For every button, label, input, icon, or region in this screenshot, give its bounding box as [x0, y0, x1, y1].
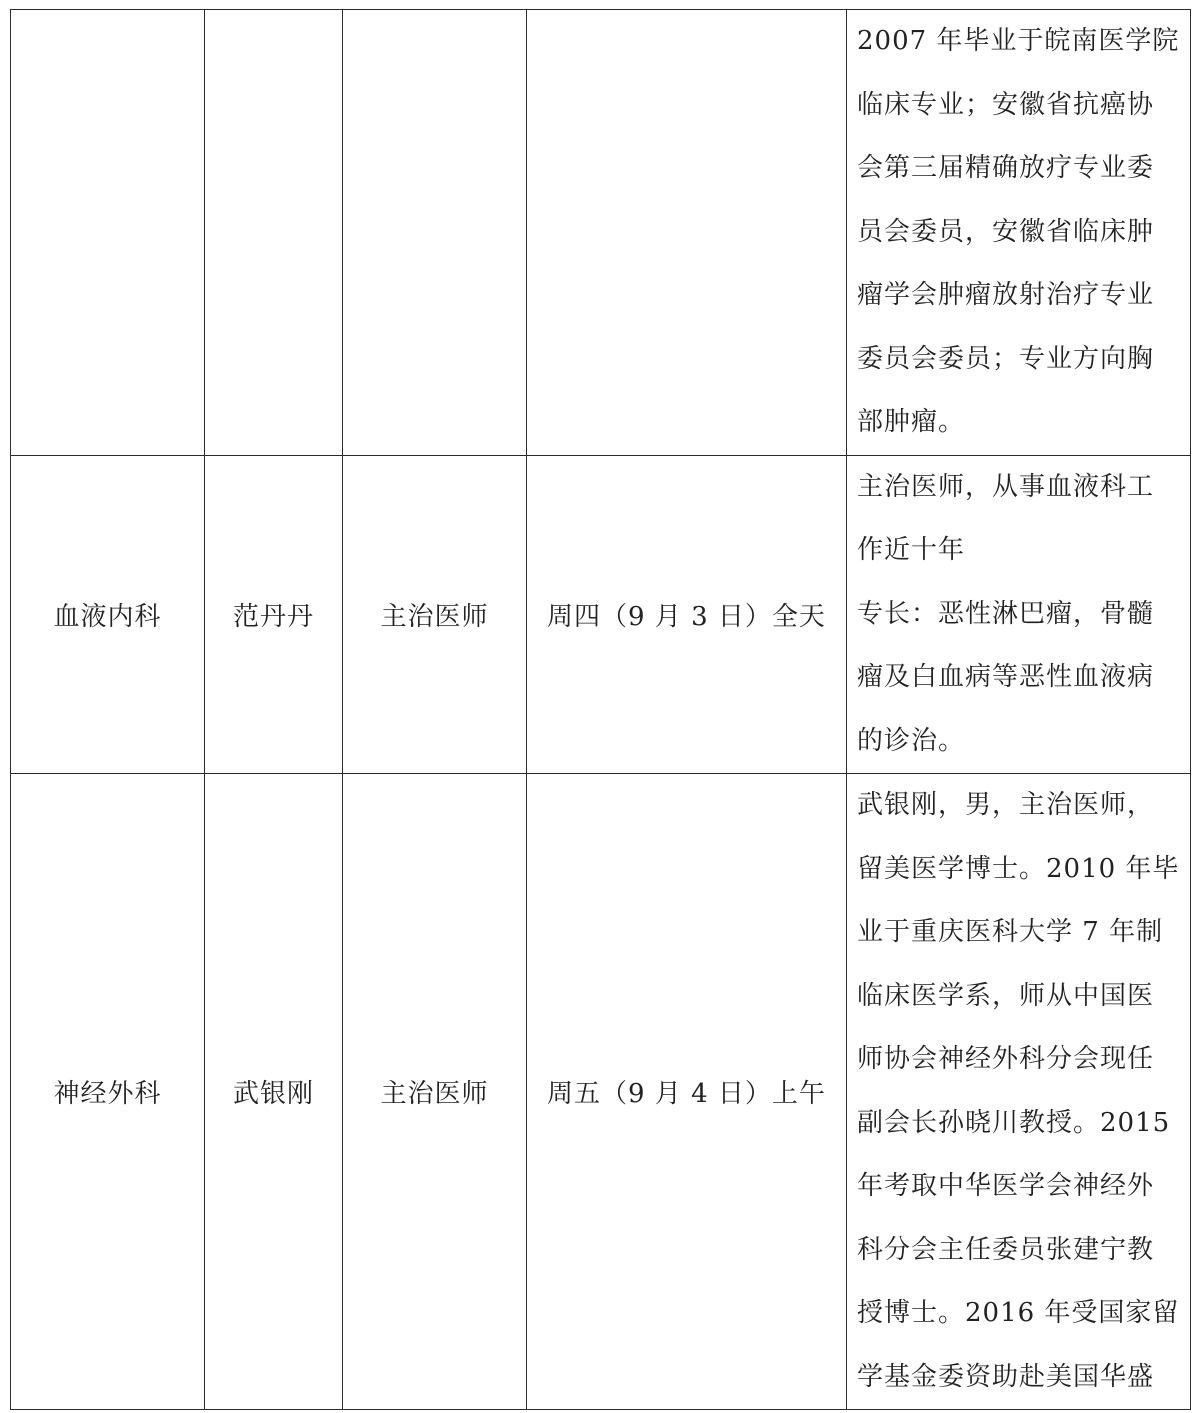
description-line: 科分会主任委员张建宁教 [857, 1234, 1155, 1265]
description-line: 临床医学系，师从中国医 [857, 980, 1155, 1011]
description-line: 会第三届精确放疗专业委 [857, 153, 1155, 183]
schedule-cell: 周五（9 月 4 日）上午 [527, 774, 847, 1410]
description-line: 授博士。2016 年受国家留 [857, 1298, 1180, 1328]
doctor-name-cell: 范丹丹 [205, 455, 343, 774]
department-cell: 神经外科 [11, 774, 205, 1410]
description-line: 留美医学博士。2010 年毕 [857, 853, 1180, 884]
description-line: 部肿瘤。 [857, 407, 966, 437]
description-line: 学基金委资助赴美国华盛 [857, 1361, 1155, 1392]
description-line: 2007 年毕业于皖南医学院 [857, 26, 1180, 56]
description-line: 的诊治。 [857, 725, 966, 756]
description-line: 副会长孙晓川教授。2015 [857, 1107, 1171, 1138]
doctor-title-cell [343, 10, 527, 456]
description-line: 作近十年 [857, 535, 966, 565]
description-line: 瘤学会肿瘤放射治疗专业 [857, 280, 1155, 310]
department-cell [11, 10, 205, 456]
description-line: 瘤及白血病等恶性血液病 [857, 662, 1155, 692]
description-line: 主治医师，从事血液科工 [857, 471, 1155, 502]
department-cell: 血液内科 [11, 455, 205, 774]
doctor-schedule-table [10, 9, 1191, 1410]
schedule-cell: 周四（9 月 3 日）全天 [527, 455, 847, 774]
description-cell [847, 455, 1191, 774]
schedule-cell [527, 10, 847, 456]
doctor-name-cell [205, 10, 343, 456]
doctor-title-cell: 主治医师 [343, 455, 527, 774]
description-line: 委员会委员；专业方向胸 [857, 343, 1155, 374]
description-line: 业于重庆医科大学 7 年制 [857, 917, 1164, 947]
doctor-title-cell: 主治医师 [343, 774, 527, 1410]
table-row [11, 10, 1191, 456]
description-cell [847, 774, 1191, 1410]
description-line: 武银刚，男，主治医师， [857, 790, 1155, 820]
table-row [11, 455, 1191, 774]
description-line: 临床专业；安徽省抗癌协 [857, 89, 1155, 120]
doctor-name-cell: 武银刚 [205, 774, 343, 1410]
description-line: 师协会神经外科分会现任 [857, 1044, 1155, 1074]
table-row [11, 774, 1191, 1410]
description-cell [847, 10, 1191, 456]
description-line: 年考取中华医学会神经外 [857, 1171, 1155, 1201]
description-line: 专长：恶性淋巴瘤，骨髓 [857, 598, 1155, 629]
description-line: 员会委员，安徽省临床肿 [857, 216, 1155, 247]
